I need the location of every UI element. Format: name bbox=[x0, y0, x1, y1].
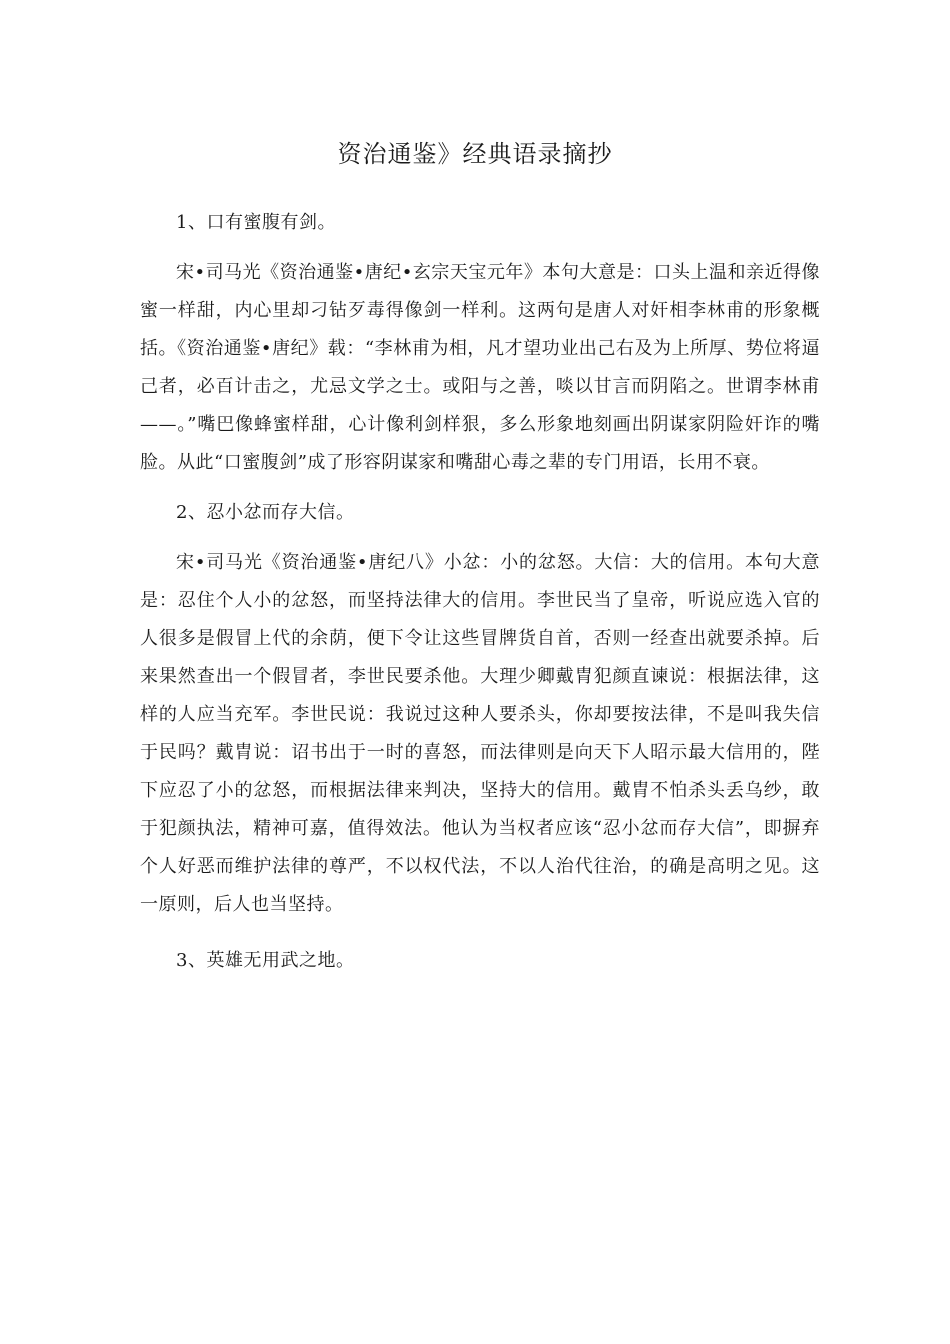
section-paragraph-2: 宋•司马光《资治通鉴•唐纪八》小忿：小的忿怒。大信：大的信用。本句大意是：忍住个人小的忿怒，而坚持法律大的信用。李世民当了皇帝，听说应选入官的人很多是假冒上代的余荫，便下令让这些冒牌货自首，否则一经查出就要杀掉。后来果然查出一个假冒者，李世民要杀他。大理少卿戴胄犯颜直谏说：根据法律，这样的人应当充军。李世民说：我说过这种人要杀头，你却要按法律，不是叫我失信于民吗？戴胄说：诏书出于一时的喜怒，而法律则是向天下人昭示最大信用的，陛下应忍了小的忿怒，而根据法律来判决，坚持大的信用。戴胄不怕杀头丢乌纱，敢于犯颜执法，精神可嘉，值得效法。他认为当权者应该“忍小忿而存大信”，即摒弃个人好恶而维护法律的尊严，不以权代法，不以人治代往治，的确是高明之见。这一原则，后人也当坚持。 bbox=[140, 552, 820, 915]
section-heading-1: 1、口有蜜腹有剑。 bbox=[176, 212, 336, 233]
section-heading-2: 2、忍小忿而存大信。 bbox=[176, 502, 355, 523]
document-title: 资治通鉴》经典语录摘抄 bbox=[337, 140, 613, 168]
section-paragraph-1: 宋•司马光《资治通鉴•唐纪•玄宗天宝元年》本句大意是：口头上温和亲近得像蜜一样甜，内心里却刁钻歹毒得像剑一样利。这两句是唐人对奸相李林甫的形象概括。《资治通鉴•唐纪》载：“李林甫为相，凡才望功业出己右及为上所厚、势位将逼己者，必百计击之，尤忌文学之士。或阳与之善，啖以甘言而阴陷之。世谓李林甫——。”嘴巴像蜂蜜样甜，心计像利剑样狠，多么形象地刻画出阴谋家阴险奸诈的嘴脸。从此“口蜜腹剑”成了形容阴谋家和嘴甜心毒之辈的专门用语，长用不衰。 bbox=[140, 262, 820, 473]
section-heading-3: 3、英雄无用武之地。 bbox=[176, 950, 355, 971]
document-body bbox=[140, 204, 820, 980]
